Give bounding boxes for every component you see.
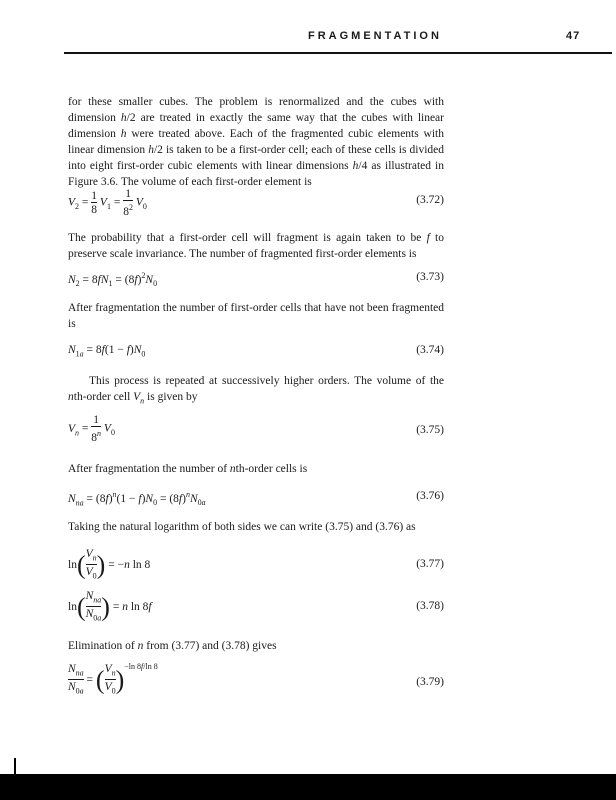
paragraph-1: for these smaller cubes. The problem is renormalized and the cubes with dimension h/2 are treated in exactly the same way that the cubes with linear dimension h were treated above. Each of the fragmented cubic elements with linear dimension h/2 is taken to be a first-order cell; each of these cells is divided into eight first-order cubic elements with linear dimensions h/4 as illustrated in Figure 3.6. The volume of each first-order element is <box>68 96 444 188</box>
equation-3-76: $N_{na} = (8f)^n(1 - f)N_0 = (8f)^nN_{0a}$ (3.76) <box>68 490 444 508</box>
equation-number: (3.76) <box>416 490 444 502</box>
equation-3-72: $V_2$ = $\frac{1}{8}$ $V_1$ = $\frac{1}{8^2}$ $V_0$ (3.72) <box>68 188 444 218</box>
equation-number: (3.77) <box>416 558 444 570</box>
equation-3-77: ln( $\frac{V_n}{V_0}$ ) = −n ln 8 (3.77) <box>68 548 444 581</box>
equation-3-74: $N_{1a} = 8f(1 - f)N_0$ (3.74) <box>68 344 444 359</box>
paragraph-2: The probability that a first-order cell will fragment is again taken to be f to preserve scale invariance. The number of fragmented first-order elements is <box>68 232 444 260</box>
scan-bottom-border <box>0 774 616 800</box>
equation-number: (3.74) <box>416 344 444 356</box>
equation-number: (3.72) <box>416 194 444 206</box>
paragraph-4: This process is repeated at successively higher orders. The volume of the nth-order cell $V_n$ is given by <box>68 375 444 406</box>
equation-number: (3.75) <box>416 424 444 436</box>
equation-3-73: $N_2 = 8fN_1 = (8f)^2N_0$ (3.73) <box>68 271 444 289</box>
equation-number: (3.78) <box>416 600 444 612</box>
scan-edge-mark <box>14 758 16 774</box>
equation-number: (3.79) <box>416 676 444 688</box>
paragraph-5: After fragmentation the number of nth-order cells is <box>68 463 308 475</box>
paragraph-6: Taking the natural logarithm of both sides we can write (3.75) and (3.76) as <box>68 521 416 533</box>
equation-3-78: ln( $\frac{N_{na}}{N_{0a}}$ ) = n ln 8f (3.78) <box>68 590 444 623</box>
equation-3-79: $\frac{N_{na}}{N_{0a}}$ = ( $\frac{V_n}{V_0}$ )$^{-ln 8f/ln 8}$ (3.79) <box>68 662 444 696</box>
equation-number: (3.73) <box>416 271 444 283</box>
paragraph-7: Elimination of n from (3.77) and (3.78) gives <box>68 640 277 652</box>
running-title: FRAGMENTATION <box>308 30 442 42</box>
equation-3-75: $V_n$ = $\frac{1}{8^n}$ $V_0$ (3.75) <box>68 414 444 444</box>
page-number: 47 <box>566 30 581 42</box>
paragraph-3: After fragmentation the number of first-order cells that have not been fragmented is <box>68 302 444 330</box>
header-rule <box>64 52 612 54</box>
